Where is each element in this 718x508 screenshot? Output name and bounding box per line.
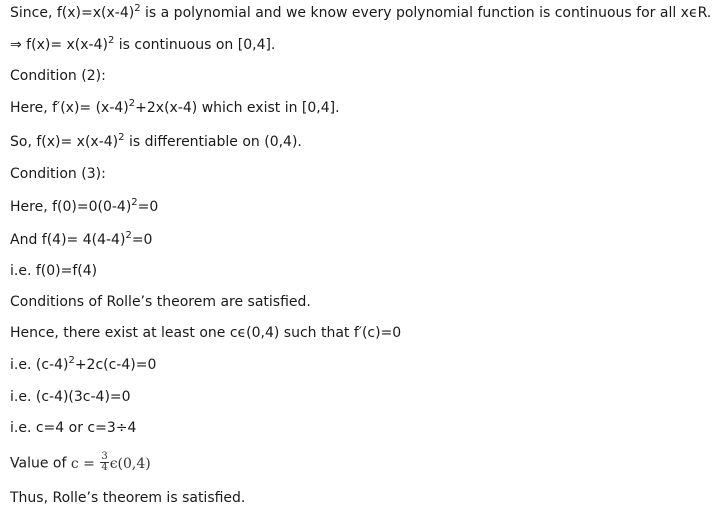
- line-conclusion: Thus, Rolle’s theorem is satisfied.: [10, 490, 246, 506]
- line-f-of-zero: Here, $f(0)=0(0-4)^2=0$: [10, 197, 159, 215]
- line-f-of-four: And $f(4)= 4(4-4)^2=0$: [10, 230, 153, 248]
- line-value-of-c: Value of c = $\frac{3}{4}$ ϵ(0,4): [10, 451, 151, 473]
- line-equal-endpoints: i.e. f(0)=f(4): [10, 263, 98, 279]
- line-conditions-satisfied: Conditions of Rolle’s theorem are satisfied.: [10, 294, 311, 310]
- line-condition-3-heading: Condition (3):: [10, 166, 106, 182]
- line-derivative-equation: i.e. $(c-4)^2+2c(c-4)=0$: [10, 355, 157, 373]
- line-condition-2-heading: Condition (2):: [10, 68, 106, 84]
- fraction: $\frac{3}{4}$: [101, 451, 108, 473]
- line-existence-statement: Hence, there exist at least one cϵ(0,4) such that f′(c)=0: [10, 325, 402, 341]
- line-roots: i.e. c=4 or c=3÷4: [10, 420, 137, 436]
- c-equation: c = $\frac{3}{4}$ ϵ(0,4): [70, 451, 151, 473]
- line-differentiable: So, $f(x)= x(x-4)^2$ is differentiable on (0,4).: [10, 132, 302, 150]
- line-factored-equation: i.e. (c-4)(3c-4)=0: [10, 389, 131, 405]
- line-continuous-interval: ⇒ $f(x)= x(x-4)^2$ is continuous on [0,4].: [10, 35, 276, 53]
- line-derivative: Here, $f'(x)= (x-4)^2+2x(x-4)$ which exist in [0,4].: [10, 98, 340, 116]
- line-continuity-statement: Since, $f(x)=x(x-4)^2$ is a polynomial and we know every polynomial function is continuous for all xϵR.: [10, 3, 712, 21]
